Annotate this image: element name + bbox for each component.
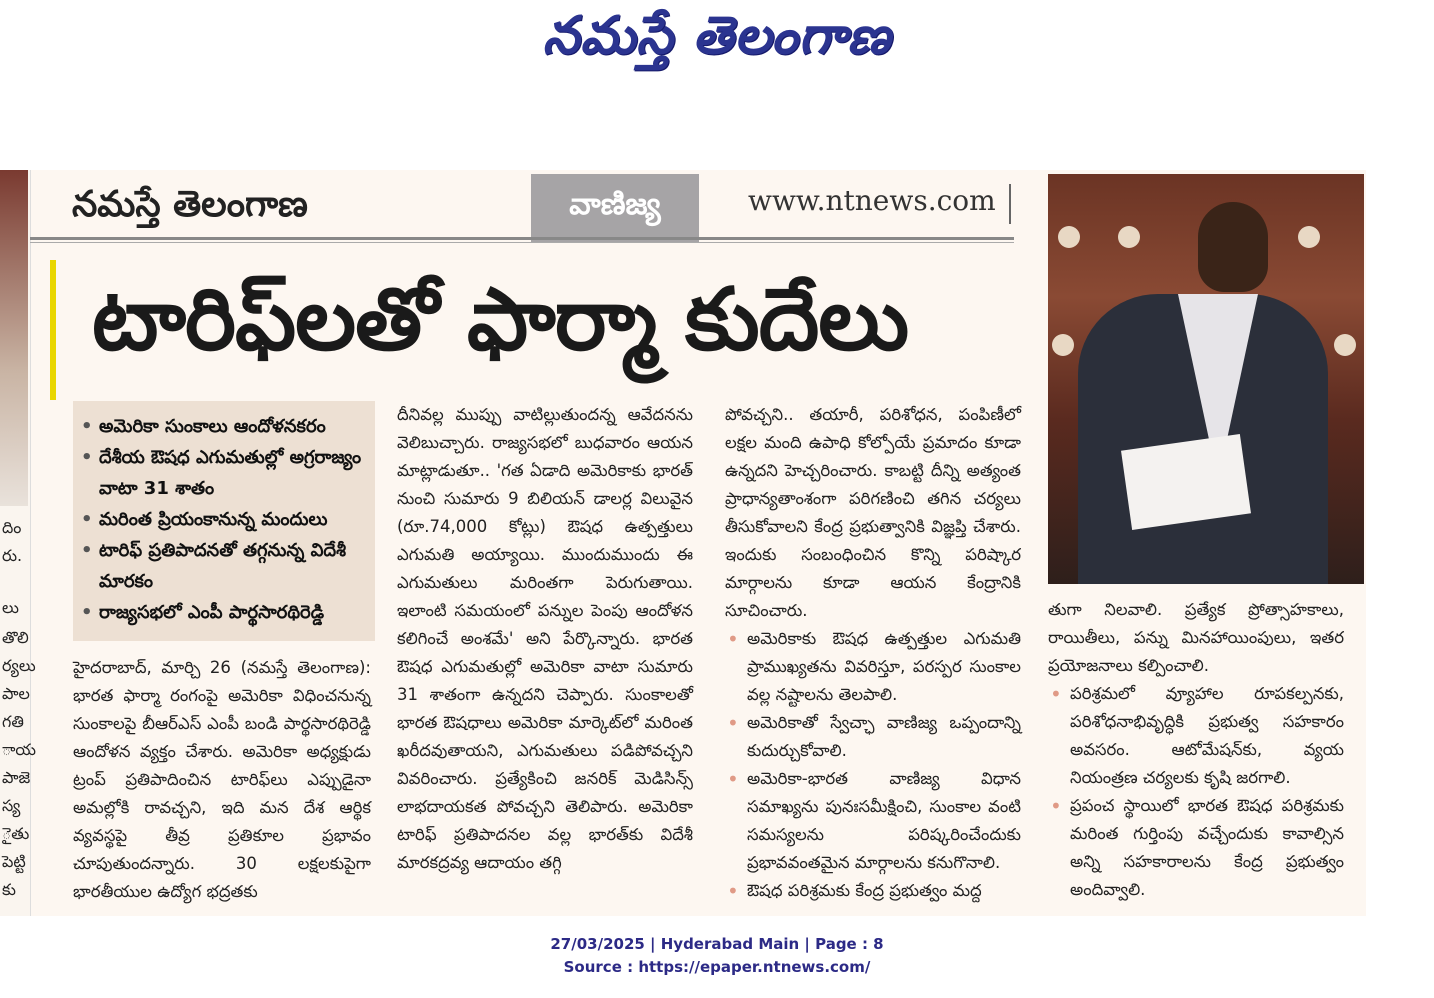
paper-sheet <box>1121 434 1251 530</box>
article-column-2 <box>397 401 693 877</box>
fragment-text: పెట్టి <box>2 852 26 871</box>
decor <box>1118 226 1140 248</box>
fragment-text: పాజె <box>2 768 31 787</box>
masthead-title: నమస్తే తెలంగాణ <box>542 6 892 66</box>
article-text: పోవచ్చని.. తయారీ, పరిశోధన, పంపిణీలో లక్షల మంది ఉపాధి కోల్పోయే ప్రమాదం కూడా ఉన్నదని హెచ్చరించారు. కాబట్టి దీన్ని అత్యంత ప్రాధాన్యతాంశంగా పరిగణించి తగిన చర్యలు తీసుకోవాలని కేంద్ర ప్రభుత్వానికి విజ్ఞప్తి చేశారు. ఇందుకు సంబంధించిన కొన్ని పరిష్కార మార్గాలను కూడా ఆయన కేంద్రానికి సూచించారు. <box>725 405 1021 620</box>
fragment-text: పాల <box>2 684 30 703</box>
fragment-text: ాయ <box>2 740 36 759</box>
highlight-item: • దేశీయ ఔషధ ఎగుమతుల్లో అగ్రరాజ్యం వాటా 31 శాతం <box>81 442 367 504</box>
decor <box>1334 334 1356 356</box>
fragment-text: కు <box>2 880 16 899</box>
headline-accent <box>50 260 56 400</box>
highlight-item: • రాజ్యసభలో ఎంపీ పార్థసారథిరెడ్డి <box>81 597 367 628</box>
highlights-box <box>73 401 375 641</box>
website-url: www.ntnews.com <box>748 184 996 217</box>
suggestion-item: • అమెరికా-భారత వాణిజ్య విధాన సమాఖ్యను పునఃసమీక్షించి, సుంకాల వంటి సమస్యలను పరిష్కరించేందుకు ప్రభావవంతమైన మార్గాలను కనుగొనాలి. <box>725 765 1021 877</box>
footer-date-line: 27/03/2025 | Hyderabad Main | Page : 8 <box>550 935 884 953</box>
highlight-item: • టారిఫ్ ప్రతిపాదనతో తగ్గనున్న విదేశీ మారకం <box>81 535 367 597</box>
section-label: వాణిజ్య <box>531 174 699 242</box>
article-column-1 <box>73 654 371 906</box>
decor <box>1298 226 1320 248</box>
adjacent-photo <box>0 170 28 506</box>
fragment-text: స్య <box>2 796 21 815</box>
highlight-item: • అమెరికా సుంకాలు ఆందోళనకరం <box>81 411 367 442</box>
header-rule-thin <box>30 242 1014 243</box>
article-text: హైదరాబాద్, మార్చి 26 (నమస్తే తెలంగాణ): భారత ఫార్మా రంగంపై అమెరికా విధించనున్న సుంకాలపై బీఆర్‌ఎస్ ఎంపీ బండి పార్థసారథిరెడ్డి ఆందోళన వ్యక్తం చేశారు. అమెరికా అధ్యక్షుడు ట్రంప్ ప్రతిపాదించిన టారిఫ్‌లు ఎప్పుడైనా అమల్లోకి రావచ్చని, ఇది మన దేశ ఆర్థిక వ్యవస్థపై తీవ్ర ప్రతికూల ప్రభావం చూపుతుందన్నారు. 30 లక్షలకుపైగా భారతీయుల ఉద్యోగ భద్రతకు <box>73 658 371 901</box>
suggestion-item: • ప్రపంచ స్థాయిలో భారత ఔషధ పరిశ్రమకు మరింత గుర్తింపు వచ్చేందుకు కావాల్సిన అన్ని సహకారాలను కేంద్ర ప్రభుత్వం అందివ్వాలి. <box>1048 792 1344 904</box>
headline: టారిఫ్‌లతో ఫార్మా కుదేలు <box>92 270 909 370</box>
suggestion-item: • అమెరికాతో స్వేచ్ఛా వాణిజ్య ఒప్పందాన్ని కుదుర్చుకోవాలి. <box>725 709 1021 765</box>
fragment-text: ైతు <box>2 824 30 843</box>
decor <box>1058 226 1080 248</box>
article-text: తుగా నిలవాలి. ప్రత్యేక ప్రోత్సాహకాలు, రాయితీలు, పన్ను మినహాయింపులు, ఇతర ప్రయోజనాలు కల్పించాలి. <box>1048 600 1344 675</box>
footer-source-line: Source : https://epaper.ntnews.com/ <box>563 958 871 976</box>
suggestion-item: • ఔషధ పరిశ్రమకు కేంద్ర ప్రభుత్వం మద్ద <box>725 877 1021 905</box>
header-rule <box>30 237 1014 240</box>
paper-name: నమస్తే తెలంగాణ <box>72 184 308 225</box>
fragment-text: లు <box>2 598 19 617</box>
fragment-text: దిం <box>2 518 22 537</box>
decor <box>1052 334 1074 356</box>
article-column-3 <box>725 401 1021 905</box>
fragment-text: గతి <box>2 712 24 731</box>
person-head <box>1198 202 1268 292</box>
mp-photo <box>1048 174 1364 584</box>
suggestion-item: • పరిశ్రమలో వ్యూహాల రూపకల్పనకు, పరిశోధనాభివృద్ధికి ప్రభుత్వ సహకారం అవసరం. ఆటోమేషన్‌కు, వ్యయ నియంత్రణ చర్యలకు కృషి జరగాలి. <box>1048 680 1344 792</box>
highlight-item: • మరింత ప్రియంకానున్న మందులు <box>81 504 367 535</box>
fragment-text: ర్యలు <box>2 656 36 675</box>
suggestion-item: • అమెరికాకు ఔషధ ఉత్పత్తుల ఎగుమతి ప్రాముఖ్యతను వివరిస్తూ, పరస్పర సుంకాల వల్ల నష్టాలను తెలపాలి. <box>725 625 1021 709</box>
fragment-text: తొలి <box>2 628 29 647</box>
news-clipping <box>0 170 1366 916</box>
article-text: దీనివల్ల ముప్పు వాటిల్లుతుందన్న ఆవేదనను వెలిబుచ్చారు. రాజ్యసభలో బుధవారం ఆయన మాట్లాడుతూ.. 'గత ఏడాది అమెరికాకు భారత్ నుంచి సుమారు 9 బిలియన్ డాలర్ల విలువైన (రూ.74,000 కోట్లు) ఔషధ ఉత్పత్తులు ఎగుమతి అయ్యాయి. ముందుముందు ఈ ఎగుమతులు మరింతగా పెరుగుతాయి. ఇలాంటి సమయంలో పన్నుల పెంపు ఆందోళన కలిగించే అంశమే' అని పేర్కొన్నారు. భారత ఔషధ ఎగుమతుల్లో అమెరికా వాటా సుమారు 31 శాతంగా ఉన్నదని చెప్పారు. సుంకాలతో భారత ఔషధాలు అమెరికా మార్కెట్‌లో మరింత ఖరీదవుతాయని, ఎగుమతులు పడిపోవచ్చని వివరించారు. ప్రత్యేకించి జనరిక్ మెడిసిన్స్ లాభదాయకత పోవచ్చని తెలిపారు. అమెరికా టారిఫ్ ప్రతిపాదనల వల్ల భారత్‌కు విదేశీ మారకద్రవ్య ఆదాయం తగ్గి <box>397 405 693 872</box>
divider <box>1009 184 1011 224</box>
masthead <box>0 6 1434 79</box>
article-column-4 <box>1048 596 1344 904</box>
adjacent-article-strip <box>0 170 36 916</box>
fragment-text: రు. <box>2 546 23 565</box>
